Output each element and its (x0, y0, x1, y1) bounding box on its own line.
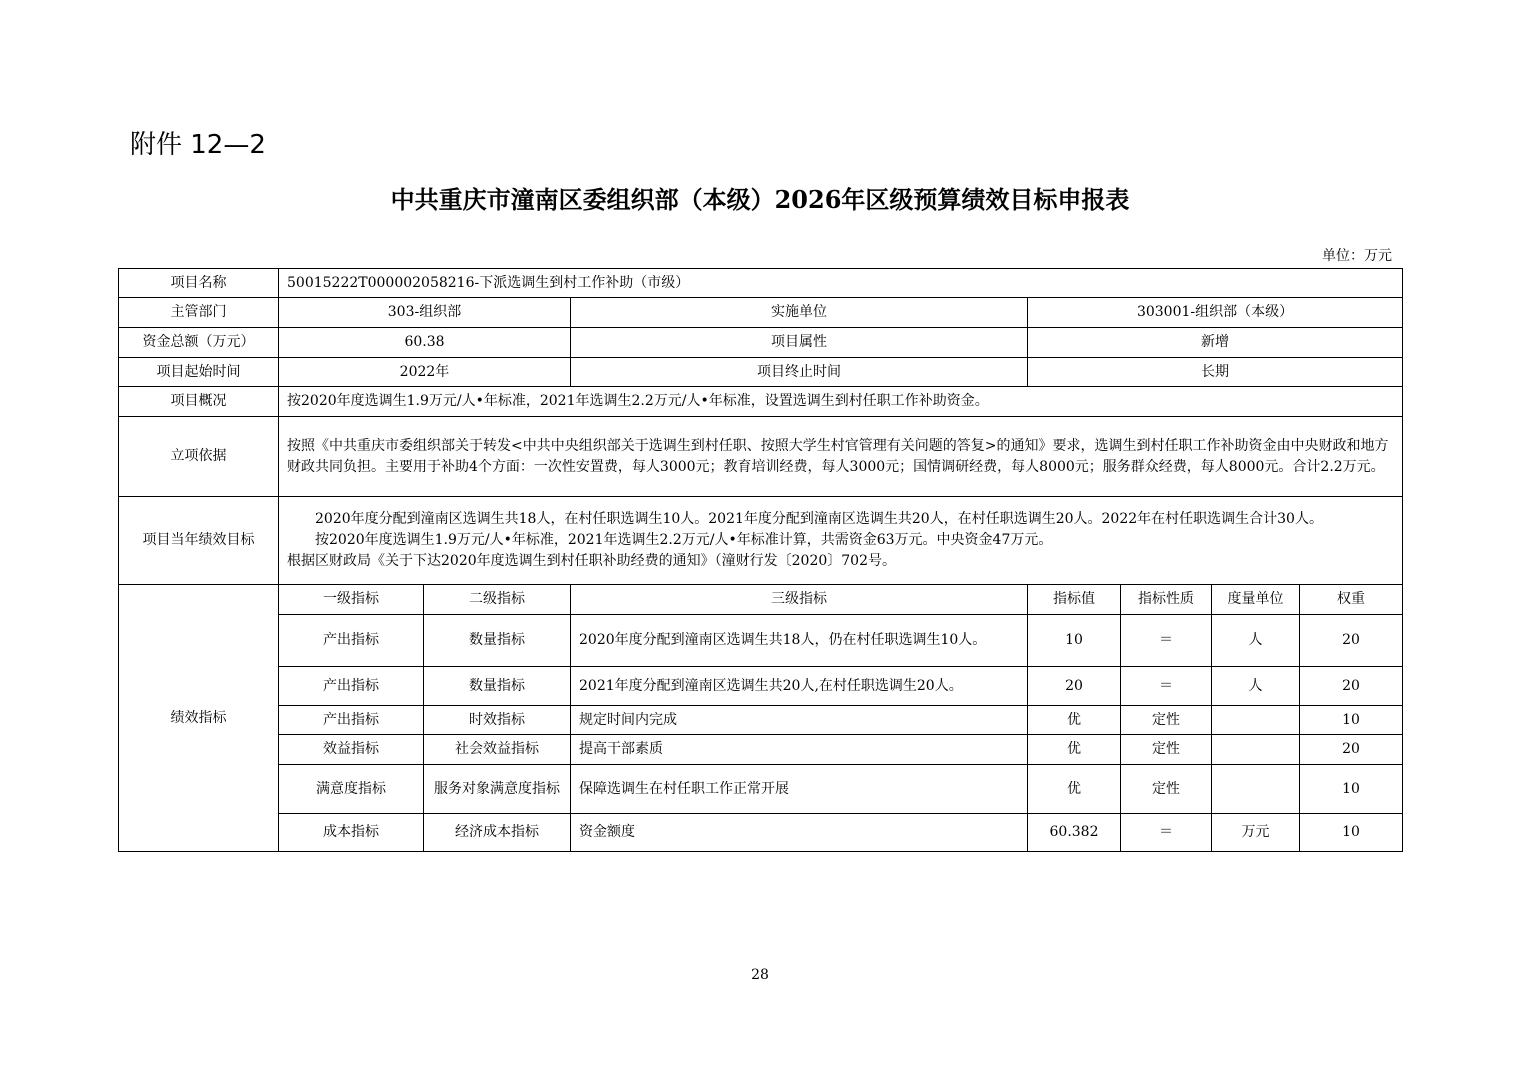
budget-table (118, 268, 1403, 852)
cell-weight: 10 (1300, 814, 1403, 852)
page-number: 28 (751, 967, 769, 983)
cell-level1: 满意度指标 (279, 765, 424, 814)
dept-value: 303-组织部 (279, 298, 571, 328)
cell-unit (1212, 706, 1300, 735)
attr-value: 新增 (1028, 328, 1403, 358)
dept-label: 主管部门 (119, 298, 279, 328)
table-row (119, 328, 1403, 358)
indicator-row (119, 667, 1403, 706)
cell-weight: 10 (1300, 765, 1403, 814)
cell-level1: 成本指标 (279, 814, 424, 852)
cell-value: 20 (1028, 667, 1121, 706)
cell-unit (1212, 765, 1300, 814)
table-row (119, 358, 1403, 387)
cell-weight: 20 (1300, 667, 1403, 706)
cell-nature: ＝ (1121, 667, 1212, 706)
table-row (119, 497, 1403, 585)
cell-level3: 资金额度 (571, 814, 1028, 852)
indicators-section-label: 绩效指标 (119, 585, 279, 852)
attr-label: 项目属性 (571, 328, 1028, 358)
cell-level3: 保障选调生在村任职工作正常开展 (571, 765, 1028, 814)
cell-level2: 数量指标 (424, 615, 571, 667)
cell-level1: 产出指标 (279, 706, 424, 735)
goal-value (279, 497, 1403, 585)
header-value: 指标值 (1028, 585, 1121, 615)
cell-level3: 提高干部素质 (571, 735, 1028, 765)
project-name-value: 50015222T000002058216-下派选调生到村工作补助（市级） (279, 269, 1403, 298)
table-row (119, 387, 1403, 417)
goal-line-3: 根据区财政局《关于下达2020年度选调生到村任职补助经费的通知》（潼财行发〔2020〕702号。 (287, 553, 896, 569)
goal-line-1: 2020年度分配到潼南区选调生共18人，在村任职选调生10人。2021年度分配到潼南区选调生共20人，在村任职选调生20人。2022年在村任职选调生合计30人。 (315, 511, 1323, 527)
cell-unit: 人 (1212, 615, 1300, 667)
page-title: 中共重庆市潼南区委组织部（本级）2026年区级预算绩效目标申报表 (390, 185, 1130, 214)
header-unit: 度量单位 (1212, 585, 1300, 615)
cell-nature: 定性 (1121, 706, 1212, 735)
unit-label: 单位：万元 (1322, 248, 1392, 264)
fund-label: 资金总额（万元） (119, 328, 279, 358)
cell-level2: 服务对象满意度指标 (424, 765, 571, 814)
fund-value: 60.38 (279, 328, 571, 358)
goal-line-2: 按2020年度选调生1.9万元/人•年标准，2021年选调生2.2万元/人•年标准计算，共需资金63万元。中央资金47万元。 (315, 532, 1053, 548)
cell-level2: 经济成本指标 (424, 814, 571, 852)
indicator-row (119, 765, 1403, 814)
cell-value: 优 (1028, 706, 1121, 735)
cell-level2: 数量指标 (424, 667, 571, 706)
basis-label: 立项依据 (119, 417, 279, 497)
indicator-row (119, 814, 1403, 852)
project-name-label: 项目名称 (119, 269, 279, 298)
cell-value: 10 (1028, 615, 1121, 667)
indicator-row (119, 615, 1403, 667)
goal-label: 项目当年绩效目标 (119, 497, 279, 585)
cell-level3: 规定时间内完成 (571, 706, 1028, 735)
attachment-label: 附件 12—2 (130, 130, 266, 160)
cell-level1: 效益指标 (279, 735, 424, 765)
cell-level1: 产出指标 (279, 667, 424, 706)
basis-value: 按照《中共重庆市委组织部关于转发<中共中央组织部关于选调生到村任职、按照大学生村官管理有关问题的答复>的通知》要求，选调生到村任职工作补助资金由中央财政和地方财政共同负担。主要用于补助4个方面：一次性安置费，每人3000元；教育培训经费，每人3000元；国情调研经费，每人8000元；服务群众经费，每人8000元。合计2.2万元。 (279, 417, 1403, 497)
start-label: 项目起始时间 (119, 358, 279, 387)
cell-nature: 定性 (1121, 735, 1212, 765)
overview-label: 项目概况 (119, 387, 279, 417)
header-level3: 三级指标 (571, 585, 1028, 615)
cell-level2: 社会效益指标 (424, 735, 571, 765)
cell-nature: 定性 (1121, 765, 1212, 814)
header-level1: 一级指标 (279, 585, 424, 615)
cell-level1: 产出指标 (279, 615, 424, 667)
cell-unit: 万元 (1212, 814, 1300, 852)
cell-weight: 20 (1300, 735, 1403, 765)
impl-value: 303001-组织部（本级） (1028, 298, 1403, 328)
impl-label: 实施单位 (571, 298, 1028, 328)
cell-nature: ＝ (1121, 615, 1212, 667)
cell-value: 优 (1028, 735, 1121, 765)
table-row (119, 417, 1403, 497)
cell-weight: 20 (1300, 615, 1403, 667)
cell-nature: ＝ (1121, 814, 1212, 852)
indicator-row (119, 735, 1403, 765)
cell-value: 60.382 (1028, 814, 1121, 852)
indicator-header-row (119, 585, 1403, 615)
indicator-row (119, 706, 1403, 735)
header-nature: 指标性质 (1121, 585, 1212, 615)
cell-level3: 2021年度分配到潼南区选调生共20人,在村任职选调生20人。 (571, 667, 1028, 706)
cell-level3: 2020年度分配到潼南区选调生共18人，仍在村任职选调生10人。 (571, 615, 1028, 667)
end-value: 长期 (1028, 358, 1403, 387)
cell-value: 优 (1028, 765, 1121, 814)
table-row (119, 298, 1403, 328)
header-weight: 权重 (1300, 585, 1403, 615)
overview-value: 按2020年度选调生1.9万元/人•年标准，2021年选调生2.2万元/人•年标准，设置选调生到村任职工作补助资金。 (279, 387, 1403, 417)
cell-unit (1212, 735, 1300, 765)
cell-unit: 人 (1212, 667, 1300, 706)
table-row (119, 269, 1403, 298)
cell-level2: 时效指标 (424, 706, 571, 735)
end-label: 项目终止时间 (571, 358, 1028, 387)
start-value: 2022年 (279, 358, 571, 387)
cell-weight: 10 (1300, 706, 1403, 735)
header-level2: 二级指标 (424, 585, 571, 615)
